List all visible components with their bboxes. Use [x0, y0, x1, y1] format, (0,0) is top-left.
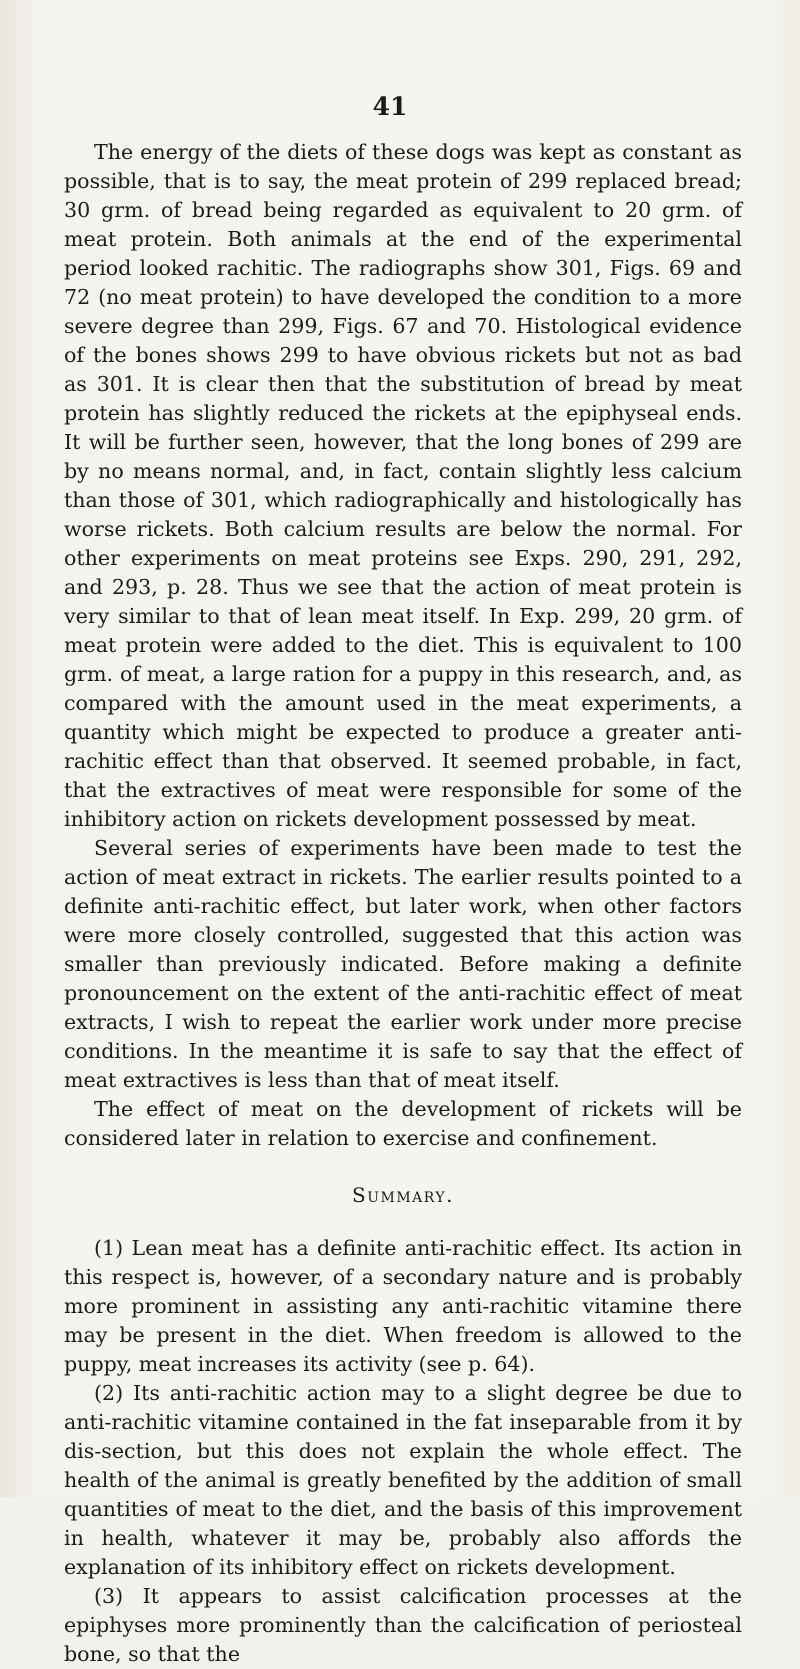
summary-item-1: (1) Lean meat has a definite anti-rachitic effect. Its action in this respect is, however, of a secondary nature and is probably more prominent in assisting any anti-rachitic vitamine there may be present in the diet. When freedom is allowed to the puppy, meat increases its activity (see p. 64).: [64, 1236, 742, 1376]
paragraph-meat-extract: Several series of experiments have been made to test the action of meat extract in rickets. The earlier results pointed to a definite anti-rachitic effect, but later work, when other factors were more closely controlled, suggested that this action was smaller than previously indicated. Before making a definite pronouncement on the extent of the anti-rachitic effect of meat extracts, I wish to repeat the earlier work under more precise conditions. In the meantime it is safe to say that the effect of meat extractives is less than that of meat itself.: [64, 836, 742, 1092]
paragraph-energy-diets: The energy of the diets of these dogs was kept as constant as possible, that is to say, the meat protein of 299 replaced bread; 30 grm. of bread being regarded as equivalent to 20 grm. of meat protein. Both animals at the end of the experimental period looked rachitic. The radiographs show 301, Figs. 69 and 72 (no meat protein) to have developed the condition to a more severe degree than 299, Figs. 67 and 70. Histological evidence of the bones shows 299 to have obvious rickets but not as bad as 301. It is clear then that the substitution of bread by meat protein has slightly reduced the rickets at the epiphyseal ends. It will be further seen, however, that the long bones of 299 are by no means normal, and, in fact, contain slightly less calcium than those of 301, which radiographically and histologically has worse rickets. Both calcium results are below the normal. For other experiments on meat proteins see Exps. 290, 291, 292, and 293, p. 28. Thus we see that the action of meat protein is very similar to that of lean meat itself. In Exp. 299, 20 grm. of meat protein were added to the diet. This is equivalent to 100 grm. of meat, a large ration for a puppy in this research, and, as compared with the amount used in the meat experiments, a quantity which might be expected to produce a greater anti-rachitic effect than that observed. It seemed probable, in fact, that the extractives of meat were responsible for some of the inhibitory action on rickets development possessed by meat.: [64, 140, 742, 831]
summary-item-2: (2) Its anti-rachitic action may to a slight degree be due to anti-rachitic vitamine contained in the fat inseparable from it by dis-section, but this does not explain the whole effect. The health of the animal is greatly benefited by the addition of small quantities of meat to the diet, and the basis of this improvement in health, whatever it may be, probably also affords the explanation of its inhibitory effect on rickets development.: [64, 1381, 742, 1579]
paragraph-exercise-confinement: The effect of meat on the development of rickets will be considered later in relation to exercise and confinement.: [64, 1097, 742, 1150]
page-number: 41: [372, 92, 408, 121]
body-text: [64, 138, 742, 1669]
section-heading-summary: Summary.: [352, 1183, 454, 1207]
summary-item-3: (3) It appears to assist calcification processes at the epiphyses more prominently than the calcification of periosteal bone, so that the: [64, 1584, 742, 1666]
